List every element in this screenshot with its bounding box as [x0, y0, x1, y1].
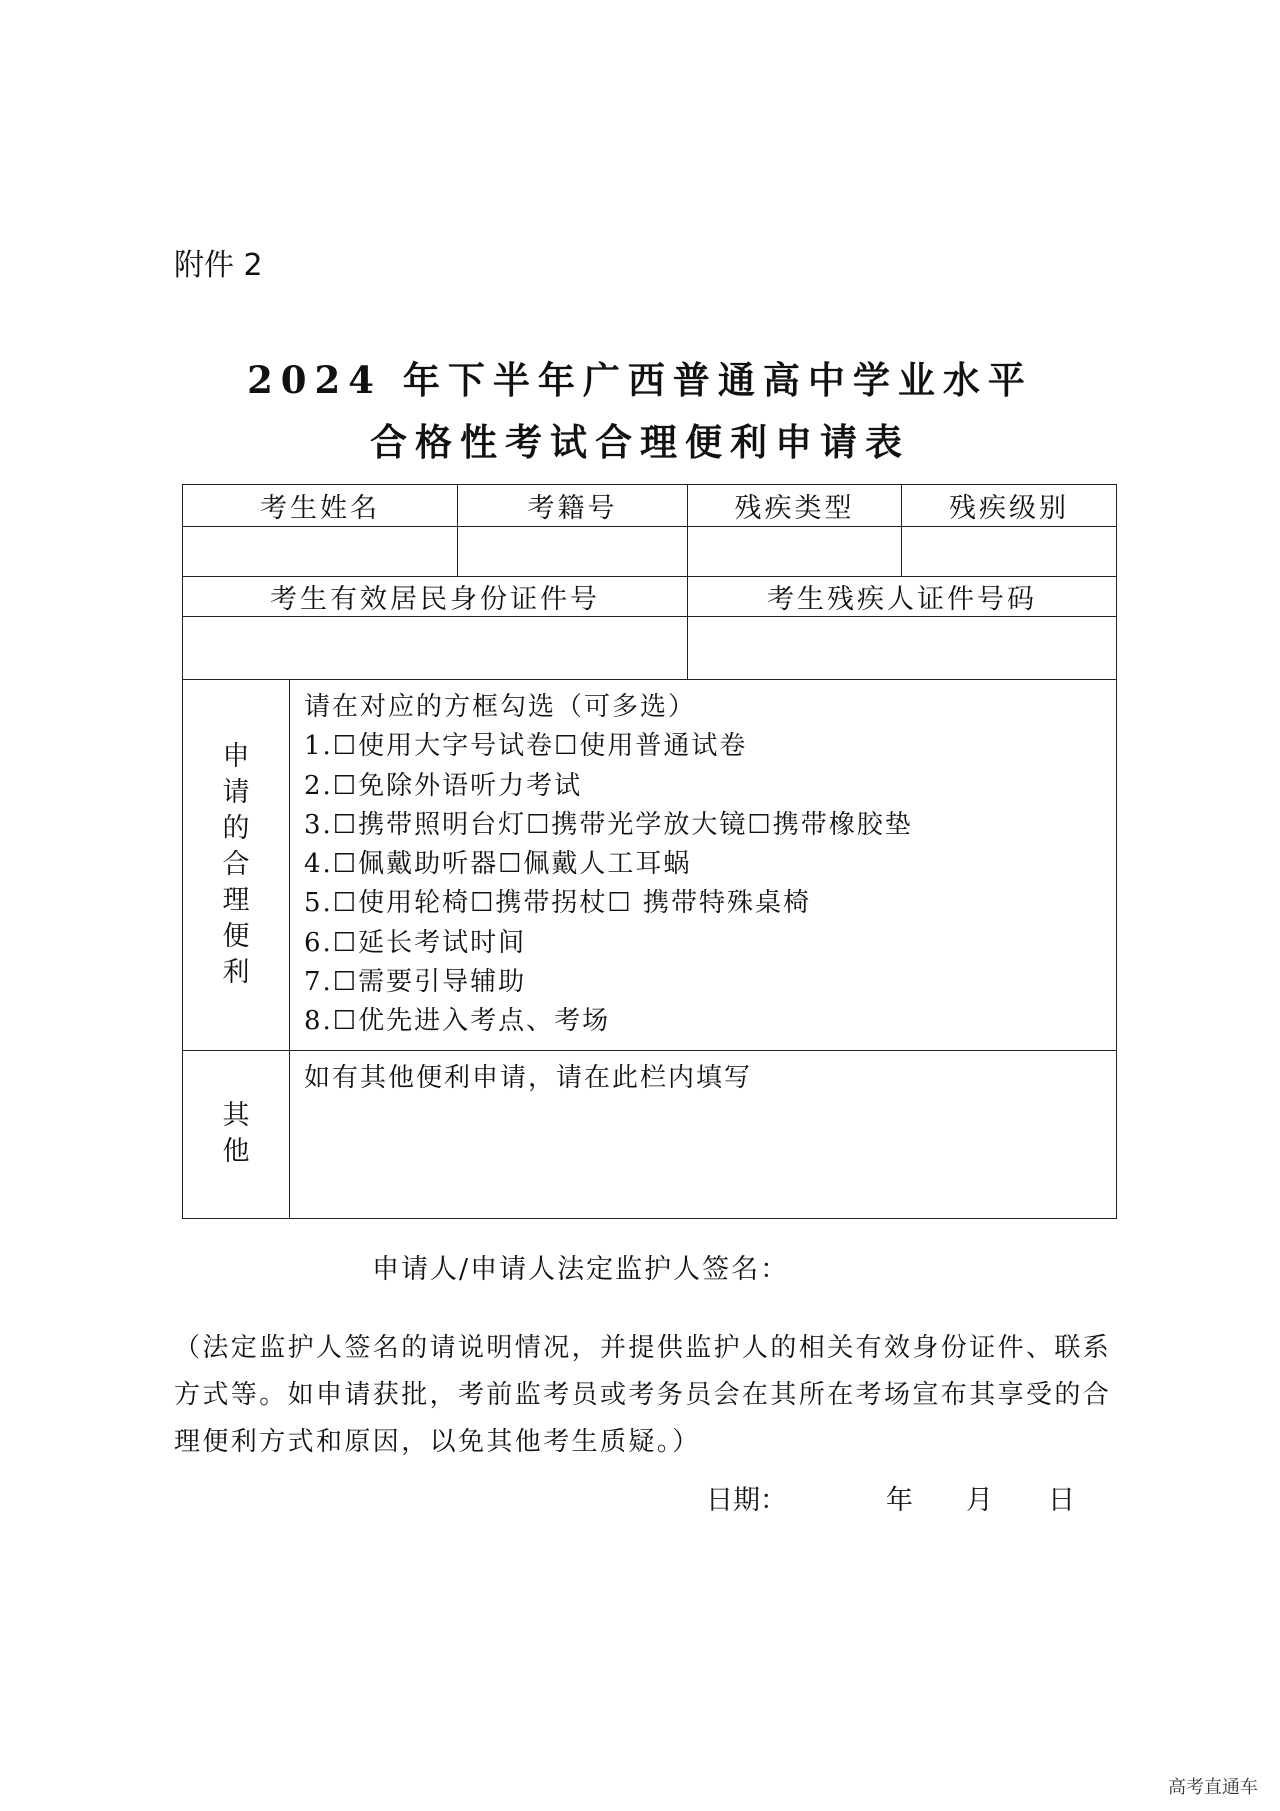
option-8[interactable]: 8.☐优先进入考点、考场 — [304, 1006, 611, 1037]
header-id-number: 考生有效居民身份证件号 — [183, 577, 688, 617]
option-3[interactable]: 3.☐携带照明台灯☐携带光学放大镜☐携带橡胶垫 — [304, 809, 913, 840]
application-form-table — [182, 484, 1117, 1219]
attachment-label: 附件 2 — [174, 248, 263, 283]
other-hint[interactable]: 如有其他便利申请，请在此栏内填写 — [290, 1050, 1117, 1218]
watermark-text: 高考直通车 — [1168, 1777, 1258, 1798]
disability-type-cell[interactable] — [688, 527, 902, 577]
title-line-1: 2024 年下半年广西普通高中学业水平 — [247, 358, 1033, 402]
option-4[interactable]: 4.☐佩戴助听器☐佩戴人工耳蜗 — [304, 849, 692, 880]
date-day: 日 — [1048, 1485, 1075, 1516]
header-disability-type: 残疾类型 — [688, 485, 902, 527]
other-label: 其他 — [183, 1050, 290, 1218]
header-registration-number: 考籍号 — [458, 485, 688, 527]
title-line-2: 合格性考试合理便利申请表 — [370, 420, 910, 464]
accommodation-options — [290, 680, 1117, 1051]
header-disability-certificate: 考生残疾人证件号码 — [688, 577, 1117, 617]
id-number-cell[interactable] — [183, 617, 688, 680]
registration-number-cell[interactable] — [458, 527, 688, 577]
date-label: 日期： — [706, 1485, 787, 1516]
date-year: 年 — [886, 1485, 913, 1516]
date-month: 月 — [966, 1485, 993, 1516]
note-paragraph: （法定监护人签名的请说明情况，并提供监护人的相关有效身份证件、联系方式等。如申请获批，考前监考员或考务员会在其所在考场宣布其享受的合理便利方式和原因，以免其他考生质疑。） — [174, 1333, 1112, 1457]
name-cell[interactable] — [183, 527, 458, 577]
disability-certificate-cell[interactable] — [688, 617, 1117, 680]
option-1[interactable]: 1.☐使用大字号试卷☐使用普通试卷 — [304, 731, 748, 762]
header-name: 考生姓名 — [183, 485, 458, 527]
option-7[interactable]: 7.☐需要引导辅助 — [304, 967, 527, 998]
header-disability-level: 残疾级别 — [902, 485, 1117, 527]
signature-label: 申请人/申请人法定监护人签名： — [372, 1254, 790, 1285]
option-6[interactable]: 6.☐延长考试时间 — [304, 927, 527, 958]
instruction-text: 请在对应的方框勾选（可多选） — [304, 692, 697, 722]
option-5[interactable]: 5.☐使用轮椅☐携带拐杖☐ 携带特殊桌椅 — [304, 888, 811, 919]
option-2[interactable]: 2.☐免除外语听力考试 — [304, 770, 583, 801]
accommodation-label: 申请的合理便利 — [183, 680, 290, 1051]
disability-level-cell[interactable] — [902, 527, 1117, 577]
